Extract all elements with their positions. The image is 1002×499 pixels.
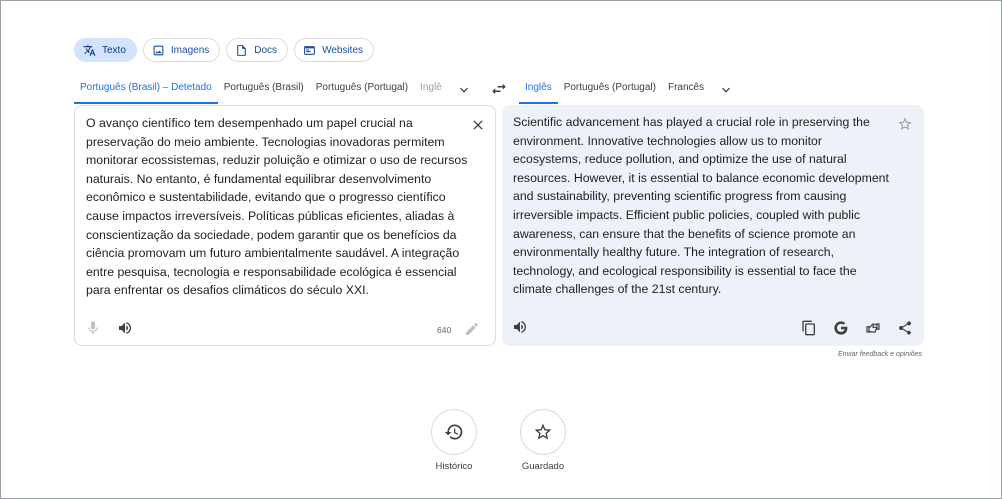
speaker-icon: [117, 320, 133, 336]
character-count: 640: [437, 325, 452, 335]
chevron-down-icon[interactable]: [718, 82, 734, 98]
mode-docs-button[interactable]: [226, 38, 288, 62]
star-outline-icon: [533, 422, 553, 442]
clear-text-button[interactable]: [469, 116, 487, 134]
mode-chips: [74, 38, 374, 62]
close-icon: [470, 117, 486, 133]
source-language-bar: [74, 76, 472, 104]
source-lang-ptpt-tab[interactable]: Português (Portugal): [315, 82, 409, 93]
source-lang-english-tab[interactable]: Inglê: [420, 82, 442, 93]
translation-panel: [502, 105, 924, 346]
mode-websites-button[interactable]: [294, 38, 374, 62]
image-icon: [152, 44, 165, 57]
source-text-panel: [74, 105, 496, 346]
microphone-icon: [85, 320, 101, 336]
target-language-bar: [519, 76, 734, 104]
listen-source-button[interactable]: [116, 319, 134, 337]
target-lang-french-tab[interactable]: Francês: [667, 82, 705, 93]
source-text-input[interactable]: O avanço científico tem desempenhado um papel crucial na preservação do meio ambiente. Tecnologias inovadoras permitem monitorar ecossistemas, reduzir poluição e otimizar o uso de recursos naturais. No entanto, é fundamental equilibrar desenvolvimento econômico e sustentabilidade, evitando que o progresso científico cause impactos irreversíveis. Políticas públicas eficientes, aliadas à conscientização da sociedade, podem garantir que os benefícios da ciência promovam um futuro ambientalmente saudável. A integração entre pesquisa, tecnologia e responsabilidade ecológica é essencial para enfrentar os desafios climáticos do século XXI.: [86, 116, 468, 298]
source-lang-detected-tab[interactable]: Português (Brasil) – Detetado: [74, 76, 218, 104]
history-icon: [444, 422, 464, 442]
history-button[interactable]: [431, 409, 477, 455]
swap-languages-icon[interactable]: [489, 80, 509, 98]
mode-docs-label: Docs: [254, 44, 278, 56]
mode-websites-label: Websites: [322, 44, 364, 56]
share-icon: [897, 320, 913, 336]
send-feedback-link[interactable]: Enviar feedback e opiniões: [838, 351, 923, 358]
mode-text-label: Texto: [102, 44, 126, 56]
share-translation-button[interactable]: [896, 319, 914, 337]
copy-translation-button[interactable]: [800, 319, 818, 337]
mode-text-button[interactable]: [74, 38, 137, 62]
save-translation-button[interactable]: [896, 115, 914, 133]
target-lang-ptpt-tab[interactable]: Português (Portugal): [563, 82, 656, 93]
star-outline-icon: [897, 116, 913, 132]
chevron-down-icon[interactable]: [456, 82, 472, 98]
history-label: Histórico: [435, 461, 473, 472]
rate-translation-button[interactable]: [864, 319, 882, 337]
mode-images-button[interactable]: [143, 38, 220, 62]
source-lang-ptbr-tab[interactable]: Português (Brasil): [223, 82, 304, 93]
google-g-icon: [833, 320, 849, 336]
translate-icon: [83, 44, 96, 57]
speaker-icon: [512, 319, 528, 335]
mode-images-label: Imagens: [170, 44, 210, 56]
saved-label: Guardado: [521, 461, 565, 472]
target-lang-english-tab[interactable]: Inglês: [519, 76, 558, 104]
pencil-icon: [464, 321, 480, 337]
edit-button[interactable]: [463, 320, 481, 338]
voice-input-button[interactable]: [84, 319, 102, 337]
saved-button[interactable]: [520, 409, 566, 455]
copy-icon: [801, 320, 817, 336]
translated-text: Scientific advancement has played a crucial role in preserving the environment. Innovative technologies allow us to monitor ecosystems, reduce pollution, and optimize the use of natural resources. However, it is essential to balance economic development and sustainability, preventing scientific progress from causing irreversible impacts. Efficient public policies, coupled with public awareness, can ensure that the benefits of science promote an environmentally healthy future. The integration of research, technology, and ecological responsibility is essential to face the climate challenges of the 21st century.: [513, 115, 889, 297]
listen-translation-button[interactable]: [511, 318, 529, 336]
thumbs-rate-icon: [865, 320, 881, 336]
document-icon: [235, 44, 248, 57]
website-icon: [303, 44, 316, 57]
google-search-button[interactable]: [832, 319, 850, 337]
